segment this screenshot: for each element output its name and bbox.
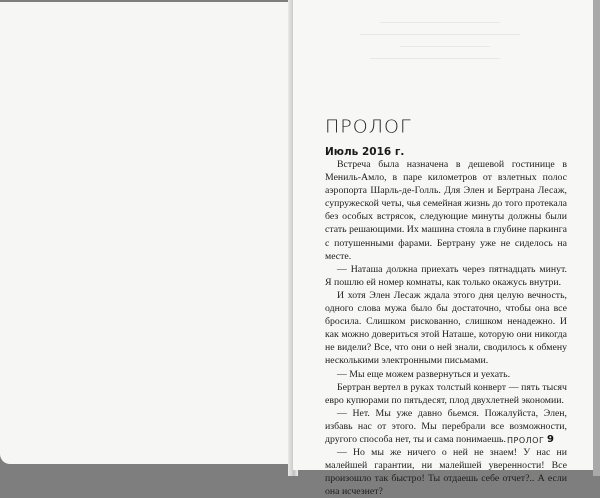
- show-through-lines: [340, 22, 540, 70]
- paragraph: — Мы еще можем развернуться и уехать.: [337, 368, 511, 380]
- paragraph: Встреча была назначена в дешевой гостинице в Мениль-Амло, в паре километров от взлетных полос аэропорта Шарль-де-Голль. Для Элен и Бертрана Лесаж, супружеской четы, чья семейная жизнь до того протекала без особых встрясок, следующие минуты должны были стать решающими. Их машина стояла в глубине паркинга с потушенными фарами. Бертрану уже не сиделось на месте.: [325, 159, 567, 262]
- chapter-date: Июль 2016 г.: [325, 146, 405, 158]
- chapter-title: ПРОЛОГ: [325, 116, 412, 138]
- paragraph: — Нет. Мы уже давно бьемся. Пожалуйста, Элен, избавь нас от этого. Мы перебрали все возможности, другого способа нет, ты и сама понимаешь.: [325, 407, 567, 445]
- page-edge: [593, 0, 600, 476]
- body-text: [325, 158, 567, 498]
- paragraph: Бертран вертел в руках толстый конверт — пять тысяч евро купюрами по пятьдесят, плод двухлетней экономии.: [325, 381, 567, 406]
- page-number: 9: [547, 434, 554, 445]
- running-head: ПРОЛОГ: [507, 436, 545, 445]
- left-page: [0, 2, 290, 464]
- paragraph: — Наташа должна приехать через пятнадцать минут. Я пошлю ей номер комнаты, как только окажусь внутри.: [325, 263, 567, 288]
- paragraph: — Но мы же ничего о ней не знаем! У нас ни малейшей гарантии, ни малейшей уверенности! Все произошло так быстро! Ты отдаешь себе отчет?.. А если она исчезнет?: [325, 447, 567, 498]
- paragraph: И хотя Элен Лесаж ждала этого дня целую вечность, одного слова мужа было бы достаточно, чтобы она все бросила. Слишком рискованно, слишком ненадежно. И как можно довериться этой Наташе, которую они никогда не видели? Все, что они о ней знали, сводилось к обмену несколькими электронными письмами.: [325, 289, 567, 367]
